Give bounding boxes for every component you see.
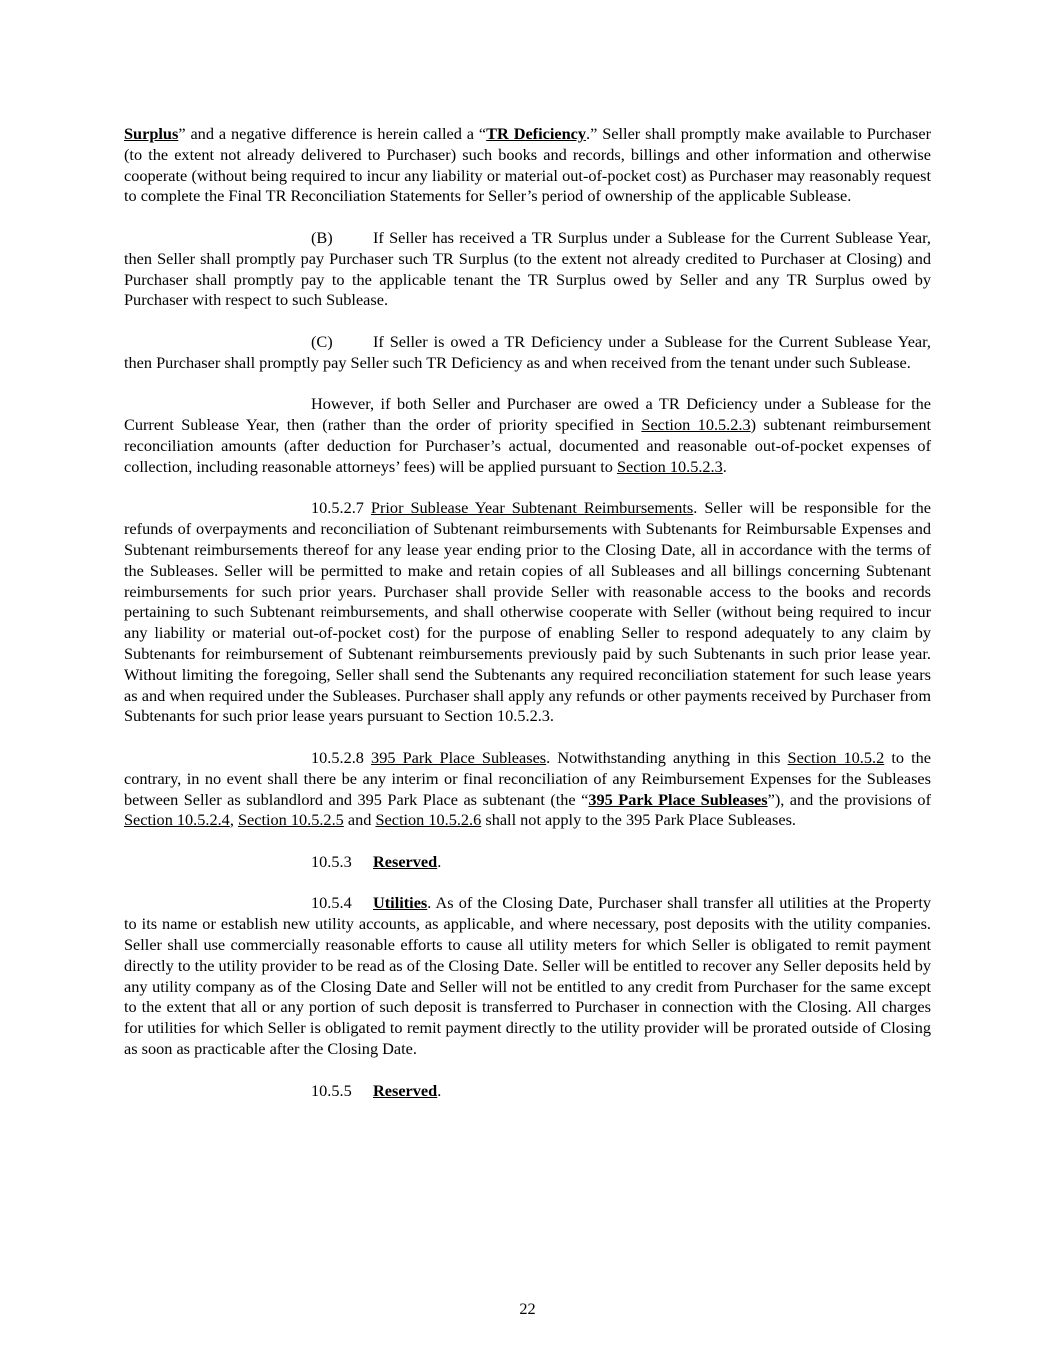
section-number: 10.5.5 bbox=[311, 1080, 352, 1100]
section-heading: Prior Sublease Year Subtenant Reimbursements bbox=[370, 498, 694, 518]
section-reference: Section 10.5.2.3 bbox=[616, 456, 723, 476]
paragraph-c bbox=[124, 332, 931, 374]
section-number: 10.5.4 bbox=[311, 893, 352, 913]
paragraph-text: . As of the Closing Date, Purchaser shall transfer all utilities at the Property to its name or establish new utility accounts, as applicable, and where necessary, post deposits with the utility companies. Seller shall use commercially reasonable efforts to cause all utility meters for which Seller is obligated to remit payment directly to the utility provider to be read as of the Closing Date. Seller will be entitled to recover any Seller deposits held by any utility company as of the Closing Date and Seller will not be entitled to any credit from Purchaser for the same except to the extent that all or any portion of such deposit is transferred to Purchaser in connection with the Closing. All charges for utilities for which Seller is obligated to remit payment directly to the utility provider will be prorated outside of Closing as soon as practicable after the Closing Date. bbox=[124, 893, 931, 1059]
section-reference: Section 10.5.2 bbox=[787, 747, 885, 767]
paragraph-text: to the contrary, in no event shall there be any interim or final reconciliation of any Reimbursement Expenses for the Subleases between Seller as sublandlord and 395 Park Place as subtenant (the “ bbox=[124, 747, 932, 809]
paragraph-text: . bbox=[437, 1080, 442, 1100]
paragraph-text: , bbox=[229, 810, 238, 830]
paragraph-tr-surplus-continuation bbox=[124, 124, 931, 207]
paragraph-text: However, if both Seller and Purchaser are owed a TR Deficiency under a Sublease for the Current Sublease Year, then (rather than the order of priority specified in bbox=[124, 394, 931, 435]
clause-label: (C) bbox=[311, 331, 333, 351]
section-number: 10.5.2.8 bbox=[311, 747, 364, 767]
paragraph-text: .” Seller shall promptly make available to Purchaser (to the extent not already delivered to Purchaser) such books and records, billings and other information and otherwise cooperate (without being required to incur any liability or material out-of-pocket cost) as Purchaser may reasonably request to complete the Final TR Reconciliation Statements for Seller’s period of ownership of the applicable Sublease. bbox=[124, 124, 932, 206]
section-heading: 395 Park Place Subleases bbox=[371, 747, 547, 767]
paragraph-text: . Seller will be responsible for the refunds of overpayments and reconciliation of Subtenant reimbursements with Subtenants for Reimbursable Expenses and Subtenant reimbursements thereof for any lease year ending prior to the Closing Date, all in accordance with the terms of the Subleases. Seller will be permitted to make and retain copies of all Subleases and all billings concerning Subtenant reimbursements for such prior years. Purchaser shall provide Seller with reasonable access to the books and records pertaining to such Subtenant reimbursements, and shall otherwise cooperate with Seller (without being required to incur any liability or material out-of-pocket cost) for the purpose of enabling Seller to respond adequately to any claim by Subtenants for reimbursement of Subtenant reimbursements previously paid by such Subtenants in such prior lease year. Without limiting the foregoing, Seller shall send the Subtenants any required reconciliation statement for such lease years as and when required under the Subleases. Purchaser shall apply any refunds or other payments received by Purchaser from Subtenants for such prior lease years pursuant to Section 10.5.2.3. bbox=[124, 498, 931, 726]
page-number: 22 bbox=[519, 1299, 536, 1318]
section-10-5-4 bbox=[124, 893, 931, 1059]
paragraph-text: ” and a negative difference is herein called a “ bbox=[178, 124, 487, 143]
section-10-5-2-8 bbox=[124, 748, 931, 831]
section-heading: Utilities bbox=[373, 893, 428, 913]
paragraph-text: If Seller has received a TR Surplus under a Sublease for the Current Sublease Year, then Seller shall promptly pay Purchaser such TR Surplus (to the extent not already credited to Purchaser at Closing) and Purchaser shall promptly pay to the applicable tenant the TR Surplus owed by Seller and any TR Surplus owed by Purchaser with respect to such Sublease. bbox=[124, 227, 931, 310]
defined-term-surplus: Surplus bbox=[124, 124, 179, 143]
paragraph-text: ”), and the provisions of bbox=[767, 789, 931, 809]
section-10-5-2-7 bbox=[124, 498, 931, 727]
defined-term-395-park-place-subleases: 395 Park Place Subleases bbox=[588, 789, 768, 809]
paragraph-text: and bbox=[343, 810, 376, 830]
section-reference: Section 10.5.2.3 bbox=[641, 415, 751, 435]
paragraph-text: . bbox=[437, 851, 442, 871]
defined-term-tr-deficiency: TR Deficiency bbox=[486, 124, 587, 143]
document-page bbox=[124, 124, 931, 1122]
section-number: 10.5.3 bbox=[311, 851, 352, 871]
paragraph-text: . Notwithstanding anything in this bbox=[546, 747, 788, 767]
section-10-5-5 bbox=[124, 1081, 931, 1102]
paragraph-however bbox=[124, 394, 931, 477]
section-10-5-3 bbox=[124, 852, 931, 873]
section-reference: Section 10.5.2.6 bbox=[375, 810, 482, 830]
paragraph-text: shall not apply to the 395 Park Place Subleases. bbox=[481, 810, 796, 830]
section-heading: Reserved bbox=[373, 1080, 438, 1100]
paragraph-text: . bbox=[722, 456, 727, 476]
paragraph-text: If Seller is owed a TR Deficiency under a Sublease for the Current Sublease Year, then Purchaser shall promptly pay Seller such TR Deficiency as and when received from the tenant under such Sublease. bbox=[124, 331, 931, 372]
section-number: 10.5.2.7 bbox=[311, 498, 364, 518]
section-reference: Section 10.5.2.5 bbox=[237, 810, 344, 830]
section-reference: Section 10.5.2.4 bbox=[124, 810, 230, 830]
clause-label: (B) bbox=[311, 227, 333, 247]
paragraph-b bbox=[124, 228, 931, 311]
section-heading: Reserved bbox=[373, 851, 438, 871]
paragraph-text: ) subtenant reimbursement reconciliation amounts (after deduction for Purchaser’s actual, documented and reasonable out-of-pocket expenses of collection, including reasonable attorneys’ fees) will be applied pursuant to bbox=[124, 415, 931, 476]
